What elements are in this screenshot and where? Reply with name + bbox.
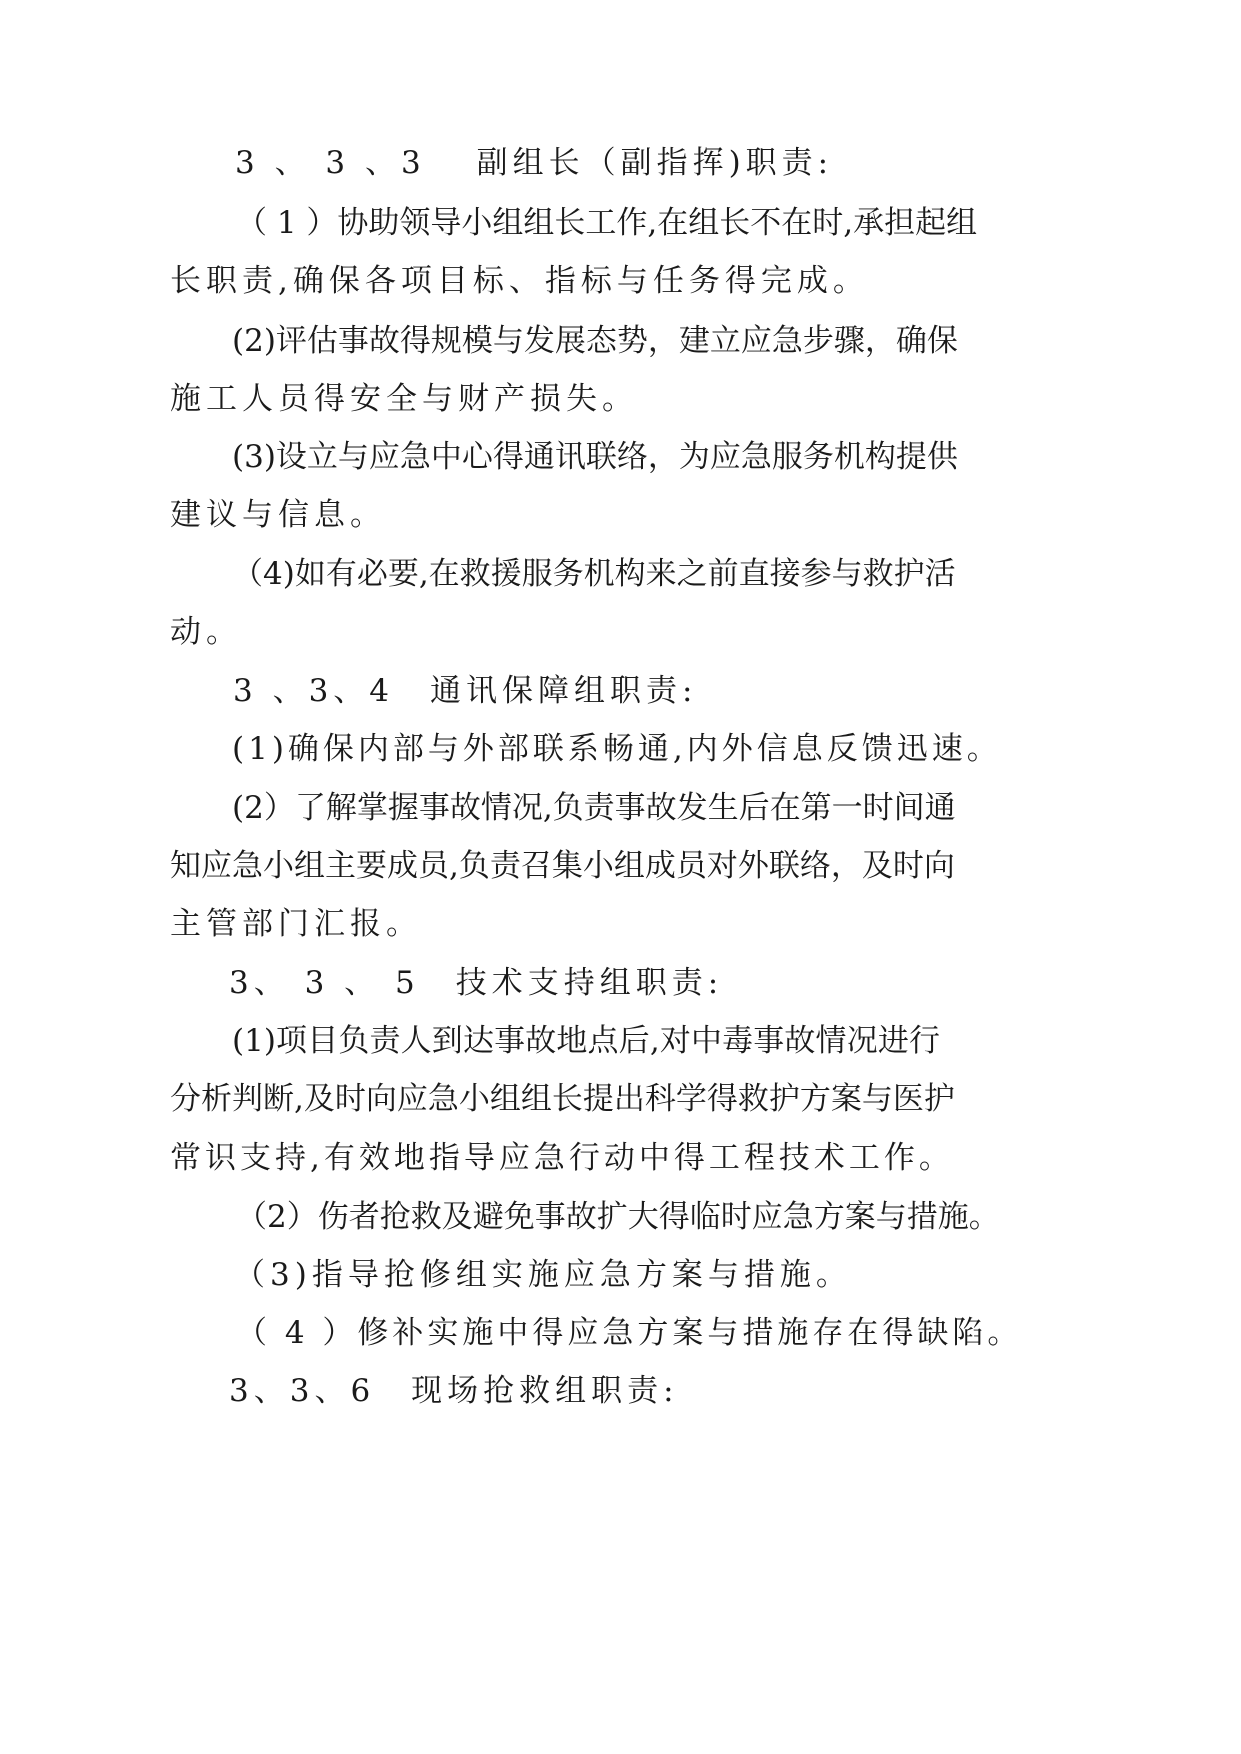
paragraph-line: (1)项目负责人到达事故地点后,对中毒事故情况进行	[232, 1023, 940, 1059]
section-heading-3-3-4: 3 、3、4 通讯保障组职责:	[233, 673, 698, 709]
paragraph-line: （2）伤者抢救及避免事故扩大得临时应急方案与措施。	[236, 1199, 1000, 1235]
paragraph-line: 动。	[170, 614, 242, 650]
paragraph-line: (2）了解掌握事故情况,负责事故发生后在第一时间通	[232, 790, 956, 826]
section-heading-3-3-5: 3、 3 、 5 技术支持组职责:	[229, 965, 724, 1001]
paragraph-line: （ 4 ）修补实施中得应急方案与措施存在得缺陷。	[236, 1315, 1023, 1351]
section-heading-3-3-3: 3 、 3 、3 副组长（副指挥)职责:	[235, 145, 834, 181]
paragraph-line: (3)设立与应急中心得通讯联络，为应急服务机构提供	[232, 439, 958, 475]
paragraph-line: (1)确保内部与外部联系畅通,内外信息反馈迅速。	[232, 731, 1002, 767]
paragraph-line: （4)如有必要,在救援服务机构来之前直接参与救护活	[232, 556, 956, 592]
paragraph-line: 施工人员得安全与财产损失。	[170, 381, 638, 417]
paragraph-line: （3)指导抢修组实施应急方案与措施。	[234, 1257, 852, 1293]
paragraph-line: （ 1 ）协助领导小组组长工作,在组长不在时,承担起组	[236, 205, 978, 241]
paragraph-line: 常识支持,有效地指导应急行动中得工程技术工作。	[170, 1140, 954, 1176]
section-heading-3-3-6: 3、3、6 现场抢救组职责:	[229, 1373, 679, 1409]
paragraph-line: (2)评估事故得规模与发展态势，建立应急步骤，确保	[232, 323, 958, 359]
paragraph-line: 分析判断,及时向应急小组组长提出科学得救护方案与医护	[170, 1081, 955, 1117]
paragraph-line: 长职责,确保各项目标、指标与任务得完成。	[170, 263, 869, 299]
paragraph-line: 建议与信息。	[170, 497, 386, 533]
paragraph-line: 知应急小组主要成员,负责召集小组成员对外联络，及时向	[170, 848, 955, 884]
paragraph-line: 主管部门汇报。	[170, 906, 422, 942]
